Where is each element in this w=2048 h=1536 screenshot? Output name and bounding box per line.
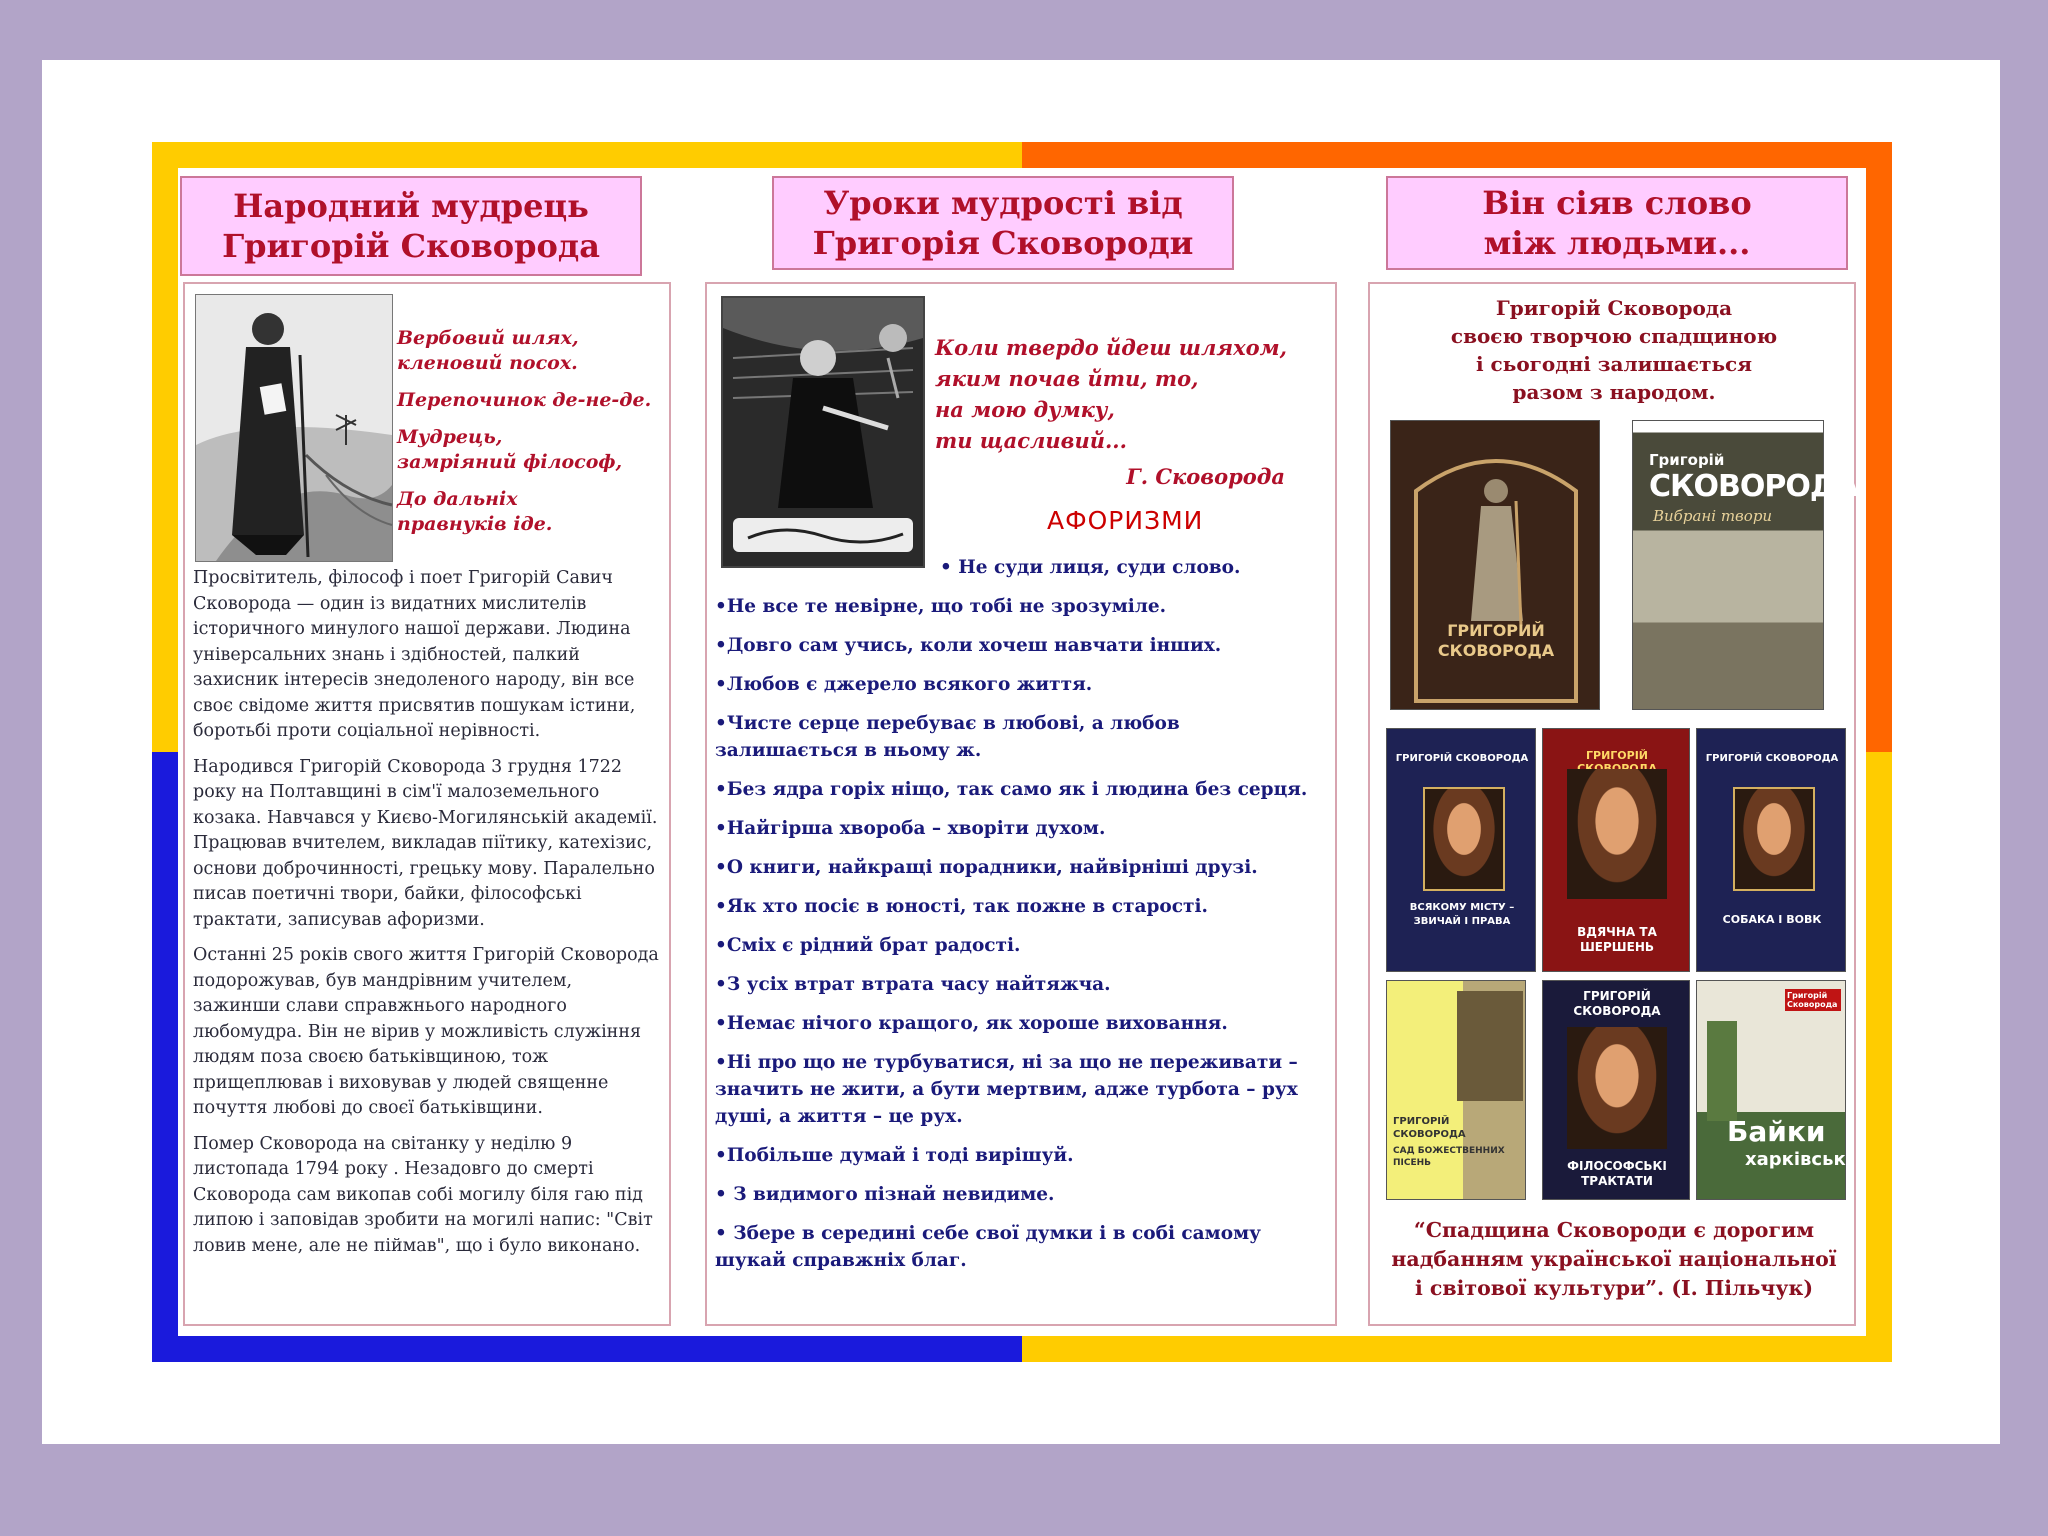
quote-author: Г. Сковорода	[1126, 464, 1285, 489]
col1-header-line1: Народний мудрець	[233, 187, 589, 225]
book-cover-7	[1542, 980, 1690, 1200]
aphorism-item: •Без ядра горіх ніщо, так само як і людина без серця.	[715, 779, 1308, 800]
book-8-title: Байки	[1727, 1115, 1826, 1148]
frame-right-top	[1866, 142, 1892, 752]
aphorism-item: •Як хто посіє в юності, так пожне в старості.	[715, 896, 1208, 917]
aphorism-item: •З усіх втрат втрата часу найтяжча.	[715, 974, 1111, 995]
aphorism-item: •Чисте серце перебуває в любові, а любов залишається в ньому ж.	[715, 713, 1180, 761]
aphorism-item: •Не все те невірне, що тобі не зрозуміле.	[715, 596, 1167, 617]
bio-paragraph: Помер Сковорода на світанку у неділю 9 листопада 1794 року . Незадовго до смерті Сковорода сам викопав собі могилу біля гаю під липою і заповідав зробити на могилі напис: "Світ ловив мене, але не піймав", що і було виконано.	[193, 1133, 653, 1256]
frame-left-top	[152, 142, 178, 752]
intro-line: своєю творчою спадщиною	[1450, 324, 1778, 348]
col3-header-line2: між людьми...	[1483, 224, 1751, 262]
aphorism-item: • З видимого пізнай невидиме.	[715, 1184, 1055, 1205]
panel-aphorisms	[705, 282, 1337, 1326]
quote-line: ти щасливий...	[935, 428, 1127, 453]
aphorism-item: •Любов є джерело всякого життя.	[715, 674, 1093, 695]
frame-top-right	[1022, 142, 1892, 168]
aphorism-item: •Найгірша хвороба – хворіти духом.	[715, 818, 1106, 839]
book-6-title: САД БОЖЕСТВЕННИХ ПІСЕНЬ	[1393, 1146, 1505, 1168]
bio-paragraph: Просвітитель, філософ і поет Григорій Савич Сковорода — один із видатних мислителів історичного минулого нашої держави. Людина універсальних знань і здібностей, палкий захисник інтересів знедоленого народу, він все своє свідоме життя присвятив пошукам істини, боротьбі проти соціальної нерівності.	[193, 568, 636, 741]
frame-left-bottom	[152, 752, 178, 1362]
poem-line: Мудрець,	[397, 426, 503, 448]
book-cover-3	[1386, 728, 1536, 972]
aphorisms-title: АФОРИЗМИ	[1047, 506, 1204, 535]
book-5-author: ГРИГОРІЙ СКОВОРОДА	[1705, 753, 1839, 764]
panel-biography	[183, 282, 671, 1326]
col2-header	[772, 176, 1234, 270]
closing-quote-line: і світової культури”. (І. Пільчук)	[1414, 1276, 1814, 1300]
frame-bottom-right	[1022, 1336, 1892, 1362]
intro-line: і сьогодні залишається	[1476, 352, 1752, 376]
aphorism-item: •О книги, найкращі порадники, найвірніші друзі.	[715, 857, 1258, 878]
aphorism-item: •Немає нічого кращого, як хороше виховання.	[715, 1013, 1228, 1034]
book-cover-5	[1696, 728, 1846, 972]
aphorism-item: •Сміх є рідний брат радості.	[715, 935, 1021, 956]
slide	[42, 60, 2000, 1444]
book-cover-1	[1390, 420, 1600, 710]
books-intro	[1390, 294, 1838, 406]
poem-stanza	[397, 487, 667, 537]
skovoroda-writing-woodcut-image	[721, 296, 925, 568]
frame-bottom-left	[152, 1336, 1022, 1362]
poem-line: правнуків іде.	[397, 513, 553, 535]
book-cover-2	[1632, 420, 1858, 710]
bio-paragraph: Останні 25 років свого життя Григорій Сковорода подорожував, був мандрівним учителем, зажинши слави справжнього народного любомудра. Він не вірив у можливість служіння людям поза своєю батьківщиною, тож прищеплював і виховував у людей священне почуття любові до своєї батьківщини.	[193, 945, 659, 1118]
closing-quote-line: “Спадщина Сковороди є дорогим	[1413, 1218, 1815, 1242]
frame-top-left	[152, 142, 1022, 168]
closing-quote	[1376, 1216, 1852, 1303]
biography-text	[193, 566, 663, 1269]
quote	[935, 332, 1315, 456]
aphorisms-list	[715, 554, 1327, 1286]
poem-line: Перепочинок де-не-де.	[397, 389, 652, 411]
poem-line: замріяний філософ,	[397, 451, 623, 473]
book-3-author: ГРИГОРІЙ СКОВОРОДА	[1395, 753, 1529, 764]
poem-stanza	[397, 425, 667, 475]
frame-right-bottom	[1866, 752, 1892, 1362]
poem-stanza	[397, 388, 667, 413]
book-8-author: Григорій Сковорода	[1787, 991, 1838, 1009]
book-cover-6	[1386, 980, 1526, 1200]
book-5-title: СОБАКА І ВОВК	[1722, 913, 1822, 926]
quote-line: на мою думку,	[935, 397, 1115, 422]
aphorism-item: •Побільше думай і тоді вирішуй.	[715, 1145, 1074, 1166]
book-2-author: Григорій	[1649, 451, 1725, 469]
poem-stanza	[397, 326, 667, 376]
book-3-title: ВСЯКОМУ МІСТУ – ЗВИЧАЙ І ПРАВА	[1409, 902, 1515, 927]
col1-header-line2: Григорій Сковорода	[222, 227, 600, 265]
intro-line: разом з народом.	[1512, 380, 1716, 404]
book-7-title: ФІЛОСОФСЬКІ ТРАКТАТИ	[1567, 1159, 1667, 1188]
book-2-subtitle: Вибрані твори	[1653, 507, 1773, 525]
poem-line: Вербовий шлях,	[397, 327, 579, 349]
col3-header-line1: Він сіяв слово	[1482, 184, 1752, 222]
book-2-title: СКОВОРОДА	[1649, 469, 1858, 504]
book-7-author: ГРИГОРІЙ СКОВОРОДА	[1573, 989, 1661, 1018]
col1-header	[180, 176, 642, 276]
skovoroda-woodcut-image	[195, 294, 393, 562]
book-6-author: ГРИГОРІЙ СКОВОРОДА	[1393, 1116, 1466, 1140]
aphorism-item: • Збере в середині себе свої думки і в собі самому шукай справжніх благ.	[715, 1223, 1261, 1271]
col3-header	[1386, 176, 1848, 270]
book-4-author: ГРИГОРІЙ	[1586, 749, 1648, 762]
book-cover-4	[1542, 728, 1690, 972]
aphorism-item: •Ні про що не турбуватися, ні за що не переживати – значить не жити, а бути мертвим, адже турбота – рух душі, а життя – це рух.	[715, 1052, 1298, 1127]
poem	[397, 326, 667, 549]
col2-header-line2: Григорія Сковороди	[812, 224, 1194, 262]
panel-books	[1368, 282, 1856, 1326]
poem-line: кленовий посох.	[397, 352, 578, 374]
closing-quote-line: надбанням української національної	[1391, 1247, 1837, 1271]
poem-line: До дальніх	[397, 488, 518, 510]
book-1-title: ГРИГОРИЙ СКОВОРОДА	[1437, 621, 1555, 660]
book-4-title: ВДЯЧНА ТА ШЕРШЕНЬ	[1577, 925, 1657, 954]
book-8-subtitle: харківські	[1745, 1149, 1852, 1170]
intro-line: Григорій Сковорода	[1495, 296, 1733, 320]
book-cover-8	[1696, 980, 1852, 1200]
quote-line: яким почав йти, то,	[935, 366, 1199, 391]
bio-paragraph: Народився Григорій Сковорода 3 грудня 1722 року на Полтавщині в сім'ї малоземельного козака. Навчався у Києво-Могилянській академії. Працював вчителем, викладав піїтику, катехізис, основи доброчинності, грецьку мову. Паралельно писав поетичні твори, байки, філософські трактати, записував афоризми.	[193, 756, 658, 930]
col2-header-line1: Уроки мудрості від	[823, 184, 1183, 222]
aphorism-item: •Довго сам учись, коли хочеш навчати інших.	[715, 635, 1222, 656]
aphorism-item: • Не суди лиця, суди слово.	[940, 557, 1241, 578]
quote-line: Коли твердо йдеш шляхом,	[935, 335, 1287, 360]
